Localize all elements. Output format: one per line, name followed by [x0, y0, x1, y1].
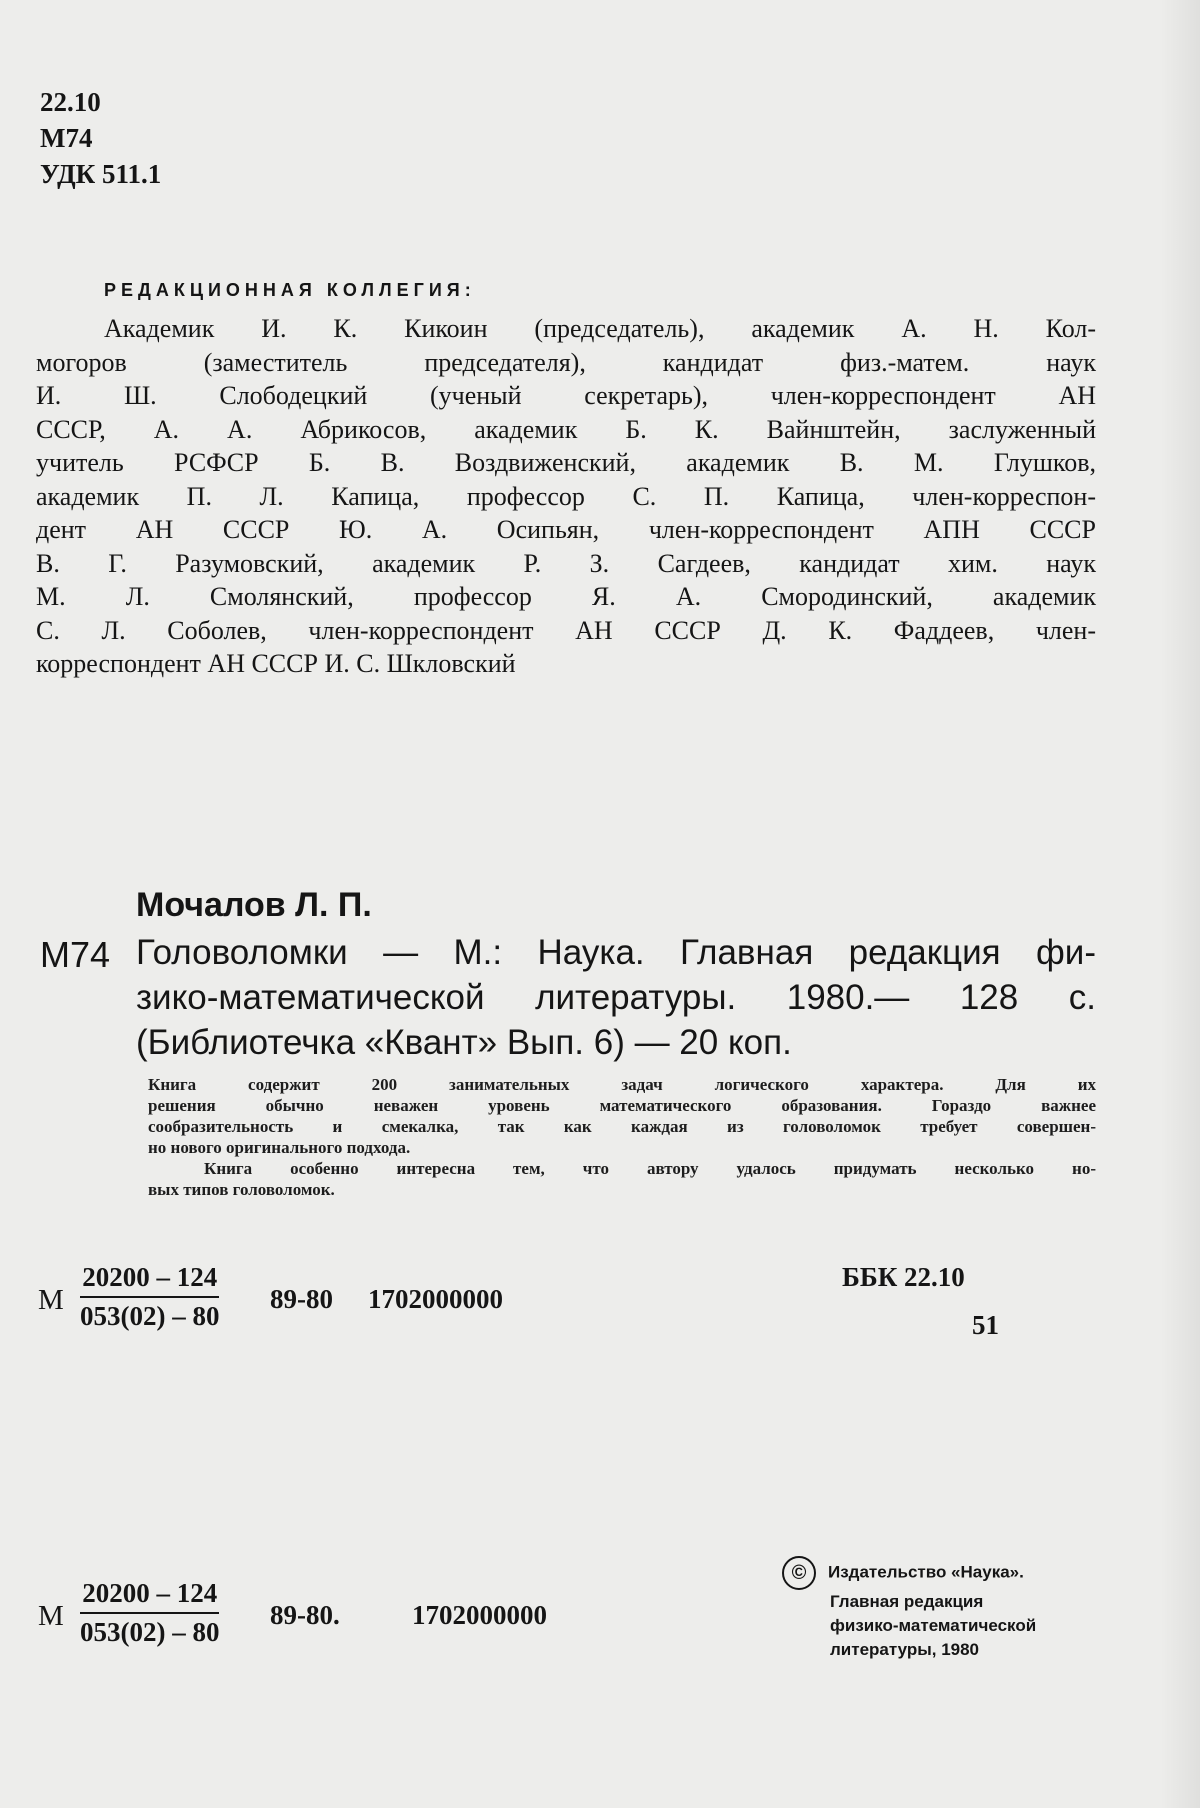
classification-code: М74 [40, 123, 93, 153]
book-author: Мочалов Л. П. [136, 886, 372, 924]
board-line: СССР, А. А. Абрикосов, академик Б. К. Вайнштейн, заслуженный [36, 414, 1096, 444]
fraction-numerator: 20200 – 124 [80, 1260, 219, 1298]
bibliographic-description [136, 930, 1096, 1065]
book-annotation [148, 1074, 1096, 1200]
catalog-number: 1702000000 [412, 1600, 547, 1630]
catalog-code: 89-80. [270, 1600, 340, 1630]
copyright-line: физико-математической [830, 1616, 1037, 1635]
board-line: М. Л. Смолянский, профессор Я. А. Смородинский, академик [36, 582, 1096, 611]
bleed-through-ghost [380, 780, 391, 831]
annotation-line: Книга особенно интересна тем, что автору удалось придумать несколько но- [204, 1159, 1096, 1178]
editorial-board-heading: РЕДАКЦИОННАЯ КОЛЛЕГИЯ: [104, 280, 476, 300]
annotation-line: сообразительность и смекалка, так как каждая из головоломок требует совершен- [148, 1117, 1096, 1136]
fraction-numerator: 20200 – 124 [80, 1576, 219, 1614]
annotation-line: Книга содержит 200 занимательных задач логического характера. Для их [148, 1075, 1096, 1094]
catalog-letter: М [38, 1284, 64, 1316]
board-line: С. Л. Соболев, член-корреспондент АН СССР Д. К. Фаддеев, член- [36, 615, 1096, 645]
fraction-denominator: 053(02) – 80 [80, 1617, 220, 1647]
catalog-number: 1702000000 [368, 1284, 503, 1314]
annotation-line: решения обычно неважен уровень математического образования. Гораздо важнее [148, 1096, 1096, 1115]
copyright-line: Главная редакция [830, 1592, 984, 1611]
copyright-line: литературы, 1980 [830, 1640, 980, 1659]
copyright-notice [784, 1556, 1104, 1662]
catalog-fraction [80, 1576, 219, 1650]
bbk-number: 51 [972, 1310, 999, 1340]
editorial-board-text [36, 312, 1096, 681]
catalog-code: 89-80 [270, 1284, 333, 1314]
bibliographic-line: зико-математической литературы. 1980.— 128 с. [136, 978, 1096, 1017]
annotation-line: но нового оригинального подхода. [148, 1138, 411, 1157]
board-line: дент АН СССР Ю. А. Осипьян, член-корреспондент АПН СССР [36, 515, 1096, 544]
catalog-letter: М [38, 1600, 64, 1632]
classification-codes [40, 84, 161, 192]
board-line: учитель РСФСР Б. В. Воздвиженский, академик В. М. Глушков, [36, 448, 1096, 477]
board-line: академик П. Л. Капица, профессор С. П. Капица, член-корреспон- [36, 481, 1096, 511]
bibliographic-line: (Библиотечка «Квант» Вып. 6) — 20 коп. [136, 1023, 792, 1062]
author-mark-code: М74 [40, 934, 111, 975]
board-line: В. Г. Разумовский, академик Р. З. Сагдеев, кандидат хим. наук [36, 548, 1096, 578]
bbk-code: ББК 22.10 [842, 1262, 965, 1292]
copyright-icon: © [782, 1556, 816, 1590]
catalog-fraction [80, 1260, 219, 1334]
board-line: И. Ш. Слободецкий (ученый секретарь), член-корреспондент АН [36, 381, 1096, 410]
classification-code: 22.10 [40, 87, 101, 117]
copyright-line: Издательство «Наука». [828, 1562, 1024, 1582]
fraction-denominator: 053(02) – 80 [80, 1301, 220, 1331]
udc-code: УДК 511.1 [40, 159, 162, 189]
board-line: могоров (заместитель председателя), кандидат физ.-матем. наук [36, 347, 1096, 377]
board-line: Академик И. К. Кикоин (председатель), академик А. Н. Кол- [104, 314, 1096, 343]
board-line: корреспондент АН СССР И. С. Шкловский [36, 649, 516, 678]
bibliographic-line: Головоломки — М.: Наука. Главная редакция фи- [136, 933, 1096, 972]
page-edge-shadow [1160, 0, 1200, 1808]
annotation-line: вых типов головоломок. [148, 1180, 335, 1199]
